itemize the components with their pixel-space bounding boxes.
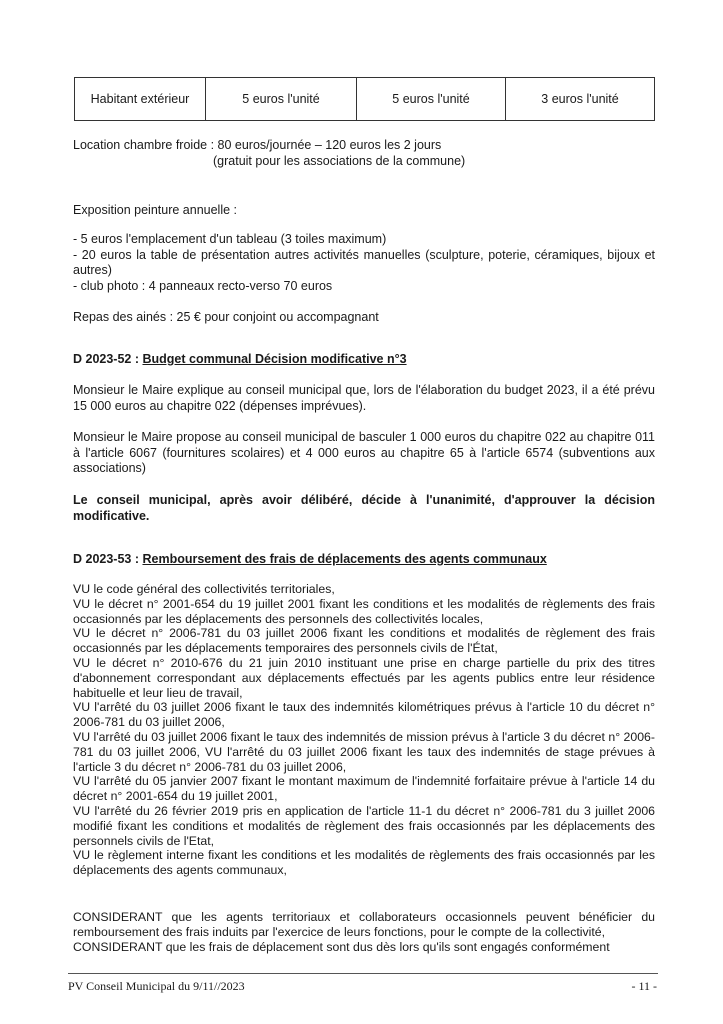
- page-number: - 11 -: [631, 979, 657, 993]
- list-item: - club photo : 4 panneaux recto-verso 70 euros: [73, 278, 333, 293]
- list-item: VU le décret n° 2010-676 du 21 juin 2010 instituant une prise en charge partielle du prix des titres d'abonnement correspondant aux déplacements effectués par les agents publics entre leur résidence habituelle et leur lieu de travail,: [73, 655, 655, 700]
- cold-room-note: (gratuit pour les associations de la commune): [213, 154, 466, 168]
- table-cell: 5 euros l'unité: [357, 78, 506, 121]
- list-item: - 5 euros l'emplacement d'un tableau (3 toiles maximum): [73, 232, 387, 246]
- exhibition-list: [73, 232, 655, 294]
- cold-room-line: Location chambre froide : 80 euros/journée – 120 euros les 2 jours: [73, 138, 442, 152]
- list-item: VU l'arrêté du 26 février 2019 pris en application de l'article 11-1 du décret n° 2006-781 du 3 juillet 2006 modifié fixant les conditions et modalités de règlement des frais occasionnés par les déplacements des personnels civils de l'Etat,: [73, 803, 655, 848]
- table-cell: Habitant extérieur: [75, 78, 206, 121]
- exhibition-title: Exposition peinture annuelle :: [73, 203, 238, 217]
- table-row: [75, 78, 655, 121]
- table-cell: 5 euros l'unité: [206, 78, 357, 121]
- section-53-heading: [73, 552, 547, 566]
- list-item: VU l'arrêté du 03 juillet 2006 fixant le taux des indemnités kilométriques prévus à l'article 10 du décret n° 2006-781 du 03 juillet 2006,: [73, 700, 655, 730]
- list-item: VU l'arrêté du 05 janvier 2007 fixant le montant maximum de l'indemnité forfaitaire prévue à l'article 14 du décret n° 2001-654 du 19 juillet 2001,: [73, 774, 655, 804]
- fee-table: [74, 77, 655, 121]
- list-item: CONSIDERANT que les agents territoriaux et collaborateurs occasionnels peuvent bénéficier du remboursement des frais induits par l'exercice de leurs fonctions, pour le compte de la collectivité,: [73, 910, 655, 939]
- footer-title: PV Conseil Municipal du 9/11//2023: [68, 979, 245, 993]
- section-title: Remboursement des frais de déplacements des agents communaux: [142, 552, 547, 566]
- list-item: VU l'arrêté du 03 juillet 2006 fixant le taux des indemnités de mission prévus à l'article 3 du décret n° 2006-781 du 03 juillet 2006, VU l'arrêté du 03 juillet 2006 fixant les taux des indemnités de stage prévues à l'article 3 du décret n° 2006-781 du 03 juillet 2006,: [73, 729, 655, 774]
- elders-meal: Repas des ainés : 25 € pour conjoint ou accompagnant: [73, 310, 379, 324]
- list-item: VU le code général des collectivités territoriales,: [73, 582, 335, 596]
- list-item: - 20 euros la table de présentation autres activités manuelles (sculpture, poterie, céramiques, bijoux et autres): [73, 247, 655, 277]
- list-item: VU le règlement interne fixant les conditions et les modalités de règlements des frais occasionnés par les déplacements des agents communaux,: [73, 848, 655, 878]
- table-cell: 3 euros l'unité: [506, 78, 655, 121]
- section-52-heading: [73, 352, 407, 366]
- list-item: CONSIDERANT que les frais de déplacement sont dus dès lors qu'ils sont engagés conformément: [73, 939, 610, 954]
- footer-divider: [68, 973, 658, 974]
- section-52-para: Monsieur le Maire explique au conseil municipal que, lors de l'élaboration du budget 2023, il a été prévu 15 000 euros au chapitre 022 (dépenses imprévues).: [73, 383, 655, 413]
- section-52-para: Monsieur le Maire propose au conseil municipal de basculer 1 000 euros du chapitre 022 au chapitre 011 à l'article 6067 (fournitures scolaires) et 4 000 euros au chapitre 65 à l'article 6574 (subventions aux associations): [73, 430, 655, 475]
- list-item: VU le décret n° 2001-654 du 19 juillet 2001 fixant les conditions et les modalités de règlements des frais occasionnés par les déplacements des personnels des collectivités locales,: [73, 596, 655, 626]
- list-item: VU le décret n° 2006-781 du 03 juillet 2006 fixant les conditions et modalités de règlement des frais occasionnés par les déplacements temporaires des personnels civils de l'État,: [73, 626, 655, 656]
- section-code: D 2023-53 :: [73, 552, 143, 566]
- section-52-decision: Le conseil municipal, après avoir délibéré, décide à l'unanimité, d'approuver la décision modificative.: [73, 493, 655, 523]
- section-code: D 2023-52 :: [73, 352, 143, 366]
- considerant-list: [73, 910, 655, 954]
- vu-list: [73, 582, 655, 878]
- section-title: Budget communal Décision modificative n°3: [142, 352, 407, 366]
